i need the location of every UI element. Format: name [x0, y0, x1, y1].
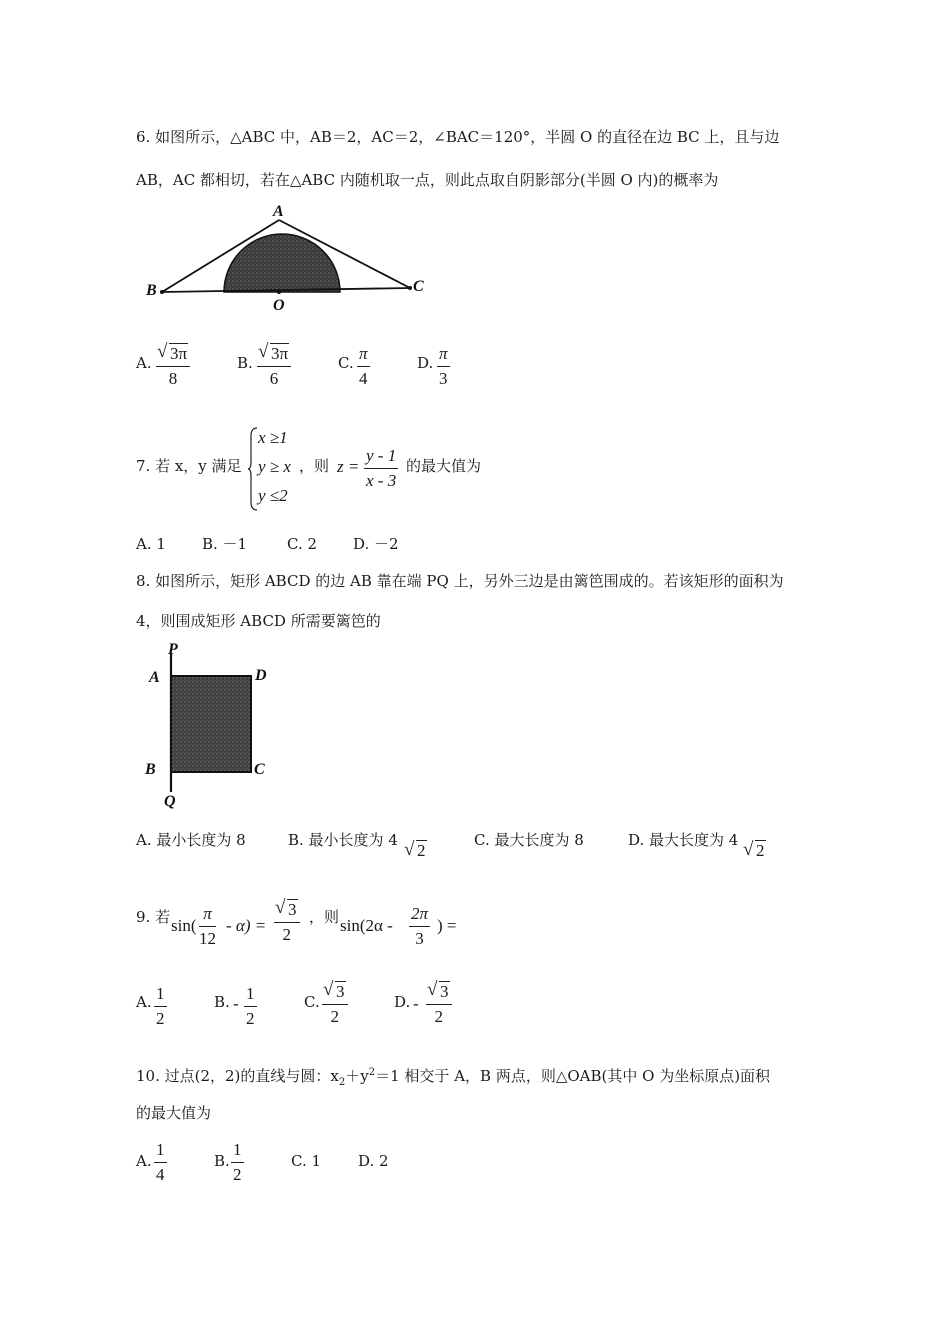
q9-option-b-sign: - — [233, 994, 239, 1013]
q6-option-a-frac: √ $\frac{3\pi}{8}$ — [156, 344, 190, 389]
q7-z-var: z = — [337, 457, 360, 476]
q6-option-d-frac: $\frac{\pi}{3}$ — [439, 344, 448, 388]
q9-option-a-frac: $\frac{1}{2}$ — [156, 984, 165, 1028]
q9-option-b-frac: $\frac{1}{2}$ — [246, 984, 255, 1028]
q6-option-b-label: B. — [237, 354, 253, 372]
q9-option-d-frac: √ $\frac{3}{2}$ — [426, 982, 452, 1027]
q9-option-d-sign: - — [413, 994, 419, 1013]
q8-option-d-sqrt: √ 2 — [744, 841, 766, 861]
q9-option-c-label: C. — [304, 993, 320, 1011]
label-b: B — [146, 282, 157, 299]
q9-option-d-label: D. — [394, 993, 411, 1011]
q9-then: ，则 — [309, 908, 340, 926]
label-a: A — [273, 203, 284, 220]
q8-option-b-sqrt: √ 2 — [405, 841, 427, 861]
q9-frac-2pi-3: $\frac{2\pi}{3}$ — [411, 904, 429, 948]
q8-option-d: D. 最大长度为 4 — [628, 831, 739, 849]
q7-condition-3: y ≤2 — [258, 486, 288, 505]
q9-frac-sqrt3-2: √ $\frac{3}{2}$ — [274, 900, 300, 945]
q9-prefix: 9. 若 — [136, 908, 171, 926]
q6-option-d-label: D. — [417, 354, 434, 372]
q6-option-b-frac: √ $\frac{3\pi}{6}$ — [257, 344, 291, 389]
q10-option-a-frac: $\frac{1}{4}$ — [156, 1140, 165, 1184]
q8-stem-line2: 4，则围成矩形 ABCD 所需要篱笆的 — [136, 612, 381, 630]
label-o: O — [273, 297, 285, 314]
q9-minus-alpha: - α) = — [226, 916, 267, 935]
q8-rectangle-figure — [140, 640, 280, 812]
label-c: C — [413, 278, 424, 295]
label-p: P — [168, 641, 178, 658]
q7-option-a: A. 1 — [136, 535, 166, 553]
q7-option-b: B. －1 — [202, 535, 248, 553]
label-d: D — [255, 667, 267, 684]
label-q: Q — [164, 793, 176, 810]
q10-stem-line2: 的最大值为 — [136, 1104, 212, 1122]
q10-option-a-label: A. — [136, 1152, 152, 1170]
q9-end: ) = — [437, 916, 457, 935]
q6-stem-line1: 6. 如图所示，△ABC 中，AB＝2，AC＝2，∠BAC＝120°，半圆 O 的直径在边 BC 上，且与边 — [136, 128, 780, 146]
fenced-rectangle — [171, 676, 251, 772]
q10-option-d: D. 2 — [358, 1152, 389, 1170]
q8-option-b: B. 最小长度为 4 — [288, 831, 398, 849]
q7-condition-1: x ≥1 — [258, 428, 288, 447]
q8-stem-line1: 8. 如图所示，矩形 ABCD 的边 AB 靠在端 PQ 上，另外三边是由篱笆围成的。若该矩形的面积为 — [136, 572, 784, 590]
q9-option-b-label: B. — [214, 993, 230, 1011]
q6-option-c-label: C. — [338, 354, 354, 372]
q7-option-c: C. 2 — [287, 535, 318, 553]
q7-suffix: 的最大值为 — [406, 457, 482, 475]
label-c: C — [254, 761, 265, 778]
q7-option-d: D. －2 — [353, 535, 399, 553]
q6-triangle-figure — [140, 200, 440, 315]
q6-option-c-frac: $\frac{\pi}{4}$ — [359, 344, 368, 388]
q7-fraction: $\frac{y - 1}{x - 3}$ — [366, 446, 397, 490]
q10-option-c: C. 1 — [291, 1152, 322, 1170]
q9-sin2: sin(2α - — [340, 916, 393, 935]
q9-sin1: sin( — [171, 916, 197, 935]
q7-then: ，则 — [299, 457, 330, 475]
q9-option-a-label: A. — [136, 993, 152, 1011]
q6-stem-line2: AB，AC 都相切，若在△ABC 内随机取一点，则此点取自阴影部分(半圆 O 内)的概率为 — [136, 171, 719, 189]
q9-frac-pi-12: $\frac{\pi}{12}$ — [199, 904, 216, 948]
q8-option-c: C. 最大长度为 8 — [474, 831, 584, 849]
label-a: A — [149, 669, 160, 686]
q10-option-b-frac: $\frac{1}{2}$ — [233, 1140, 242, 1184]
q8-option-a: A. 最小长度为 8 — [136, 831, 246, 849]
q10-stem-line1: 10. 过点(2，2)的直线与圆：$x_2+y^2=1$ 相交于 A，B 两点，则△OAB(其中 O 为坐标原点)面积 — [136, 1067, 771, 1088]
q9-option-c-frac: √ $\frac{3}{2}$ — [322, 982, 348, 1027]
q6-option-a-label: A. — [136, 354, 152, 372]
q10-option-b-label: B. — [214, 1152, 230, 1170]
q7-condition-2: y ≥ x — [258, 457, 291, 476]
q7-prefix: 7. 若 x，y 满足 — [136, 457, 242, 475]
label-b: B — [145, 761, 156, 778]
